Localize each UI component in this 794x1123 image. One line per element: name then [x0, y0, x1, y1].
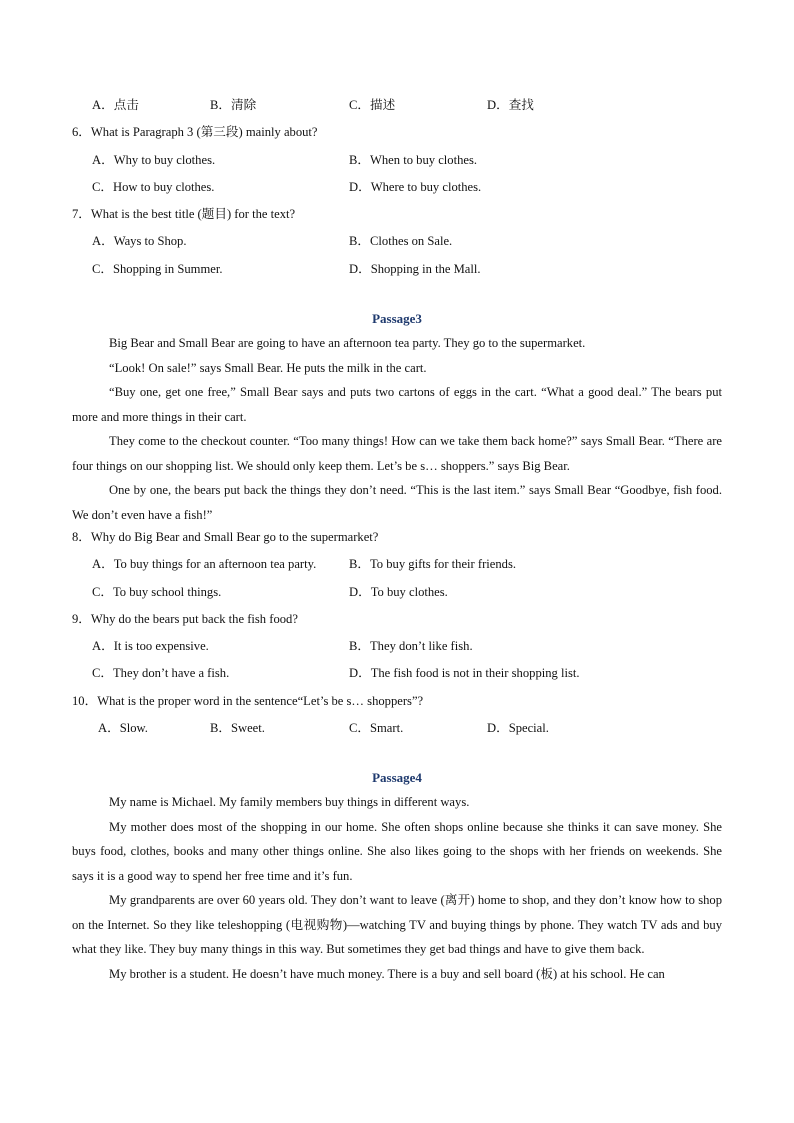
- q7-option-c: C．Shopping in Summer.: [92, 262, 223, 276]
- q6-option-d: D．Where to buy clothes.: [349, 180, 482, 194]
- q6-option-b: B．When to buy clothes.: [349, 153, 478, 167]
- q8-option-a: A．To buy things for an afternoon tea party.: [92, 557, 317, 571]
- passage3-body: [72, 331, 722, 527]
- q7-options-row1: [0, 233, 794, 249]
- q7-option-b: B．Clothes on Sale.: [349, 234, 453, 248]
- q6-options-row1: [0, 152, 794, 168]
- q10-option-c: C．Smart.: [349, 721, 404, 735]
- q9-option-c: C．They don’t have a fish.: [92, 666, 230, 680]
- passage4-body: [72, 790, 722, 986]
- q8-options-row1: [0, 556, 794, 572]
- q5-option-c: C．描述: [349, 98, 396, 112]
- passage3-paragraph: “Buy one, get one free,” Small Bear says and puts two cartons of eggs in the cart. “What a good deal.” The bears put more and more things in their cart.: [72, 385, 722, 424]
- passage4-paragraph: My name is Michael. My family members buy things in different ways.: [109, 795, 470, 809]
- passage4-paragraph: My grandparents are over 60 years old. They don’t want to leave (离开) home to shop, and they don’t know how to shop on the Internet. So they like teleshopping (电视购物)—watching TV and buying things by phone. They watch TV ads and buy what they like. They buy many things in this way. But sometimes they get bad things and have to give them back.: [72, 893, 722, 956]
- q7-option-a: A．Ways to Shop.: [92, 234, 187, 248]
- q10-question: 10．What is the proper word in the sentence“Let’s be s… shoppers”?: [72, 694, 424, 708]
- passage3-title: Passage3: [372, 311, 422, 326]
- q10-options: [0, 720, 794, 736]
- q10-option-a: A．Slow.: [98, 721, 148, 735]
- q9-options-row2: [0, 665, 794, 681]
- q6-option-c: C．How to buy clothes.: [92, 180, 215, 194]
- passage4-paragraph: My mother does most of the shopping in our home. She often shops online because she thinks it can save money. She buys food, clothes, books and many other things online. She also likes going to the shops with her friends on weekends. She says it is a good way to spend her free time and it’s fun.: [72, 819, 722, 883]
- q5-option-b: B．清除: [210, 98, 257, 112]
- q8-option-c: C．To buy school things.: [92, 585, 222, 599]
- q9-option-a: A．It is too expensive.: [92, 639, 209, 653]
- q5-option-d: D．查找: [487, 98, 534, 112]
- q7-options-row2: [0, 261, 794, 277]
- q8-options-row2: [0, 584, 794, 600]
- q9-question: 9．Why do the bears put back the fish food?: [72, 612, 298, 626]
- q6-options-row2: [0, 179, 794, 195]
- q8-option-b: B．To buy gifts for their friends.: [349, 557, 517, 571]
- q7-question: 7．What is the best title (题目) for the text?: [72, 207, 296, 221]
- passage3-paragraph: One by one, the bears put back the things they don’t need. “This is the last item.” says Small Bear “Goodbye, fish food. We don’t even have a fish!”: [72, 483, 722, 522]
- q6-question: 6．What is Paragraph 3 (第三段) mainly about?: [72, 125, 318, 139]
- passage4-paragraph: My brother is a student. He doesn’t have much money. There is a buy and sell board (板) at his school. He can: [109, 966, 665, 981]
- q7-option-d: D．Shopping in the Mall.: [349, 262, 481, 276]
- q8-option-d: D．To buy clothes.: [349, 585, 448, 599]
- q10-option-b: B．Sweet.: [210, 721, 265, 735]
- q8-question: 8．Why do Big Bear and Small Bear go to the supermarket?: [72, 530, 379, 544]
- q5-option-a: A．点击: [92, 98, 139, 112]
- passage4-title: Passage4: [372, 770, 422, 785]
- passage3-paragraph: Big Bear and Small Bear are going to have an afternoon tea party. They go to the supermarket.: [109, 336, 586, 350]
- q9-option-b: B．They don’t like fish.: [349, 639, 473, 653]
- q6-option-a: A．Why to buy clothes.: [92, 153, 216, 167]
- passage3-paragraph: “Look! On sale!” says Small Bear. He puts the milk in the cart.: [109, 360, 427, 375]
- q9-options-row1: [0, 638, 794, 654]
- passage3-paragraph: They come to the checkout counter. “Too many things! How can we take them back home?” says Small Bear. “There are four things on our shopping list. We should only keep them. Let’s be s… shoppers.” says Big Bear.: [72, 434, 722, 473]
- q5-options: [0, 97, 794, 113]
- q9-option-d: D．The fish food is not in their shopping list.: [349, 666, 580, 680]
- q10-option-d: D．Special.: [487, 721, 549, 735]
